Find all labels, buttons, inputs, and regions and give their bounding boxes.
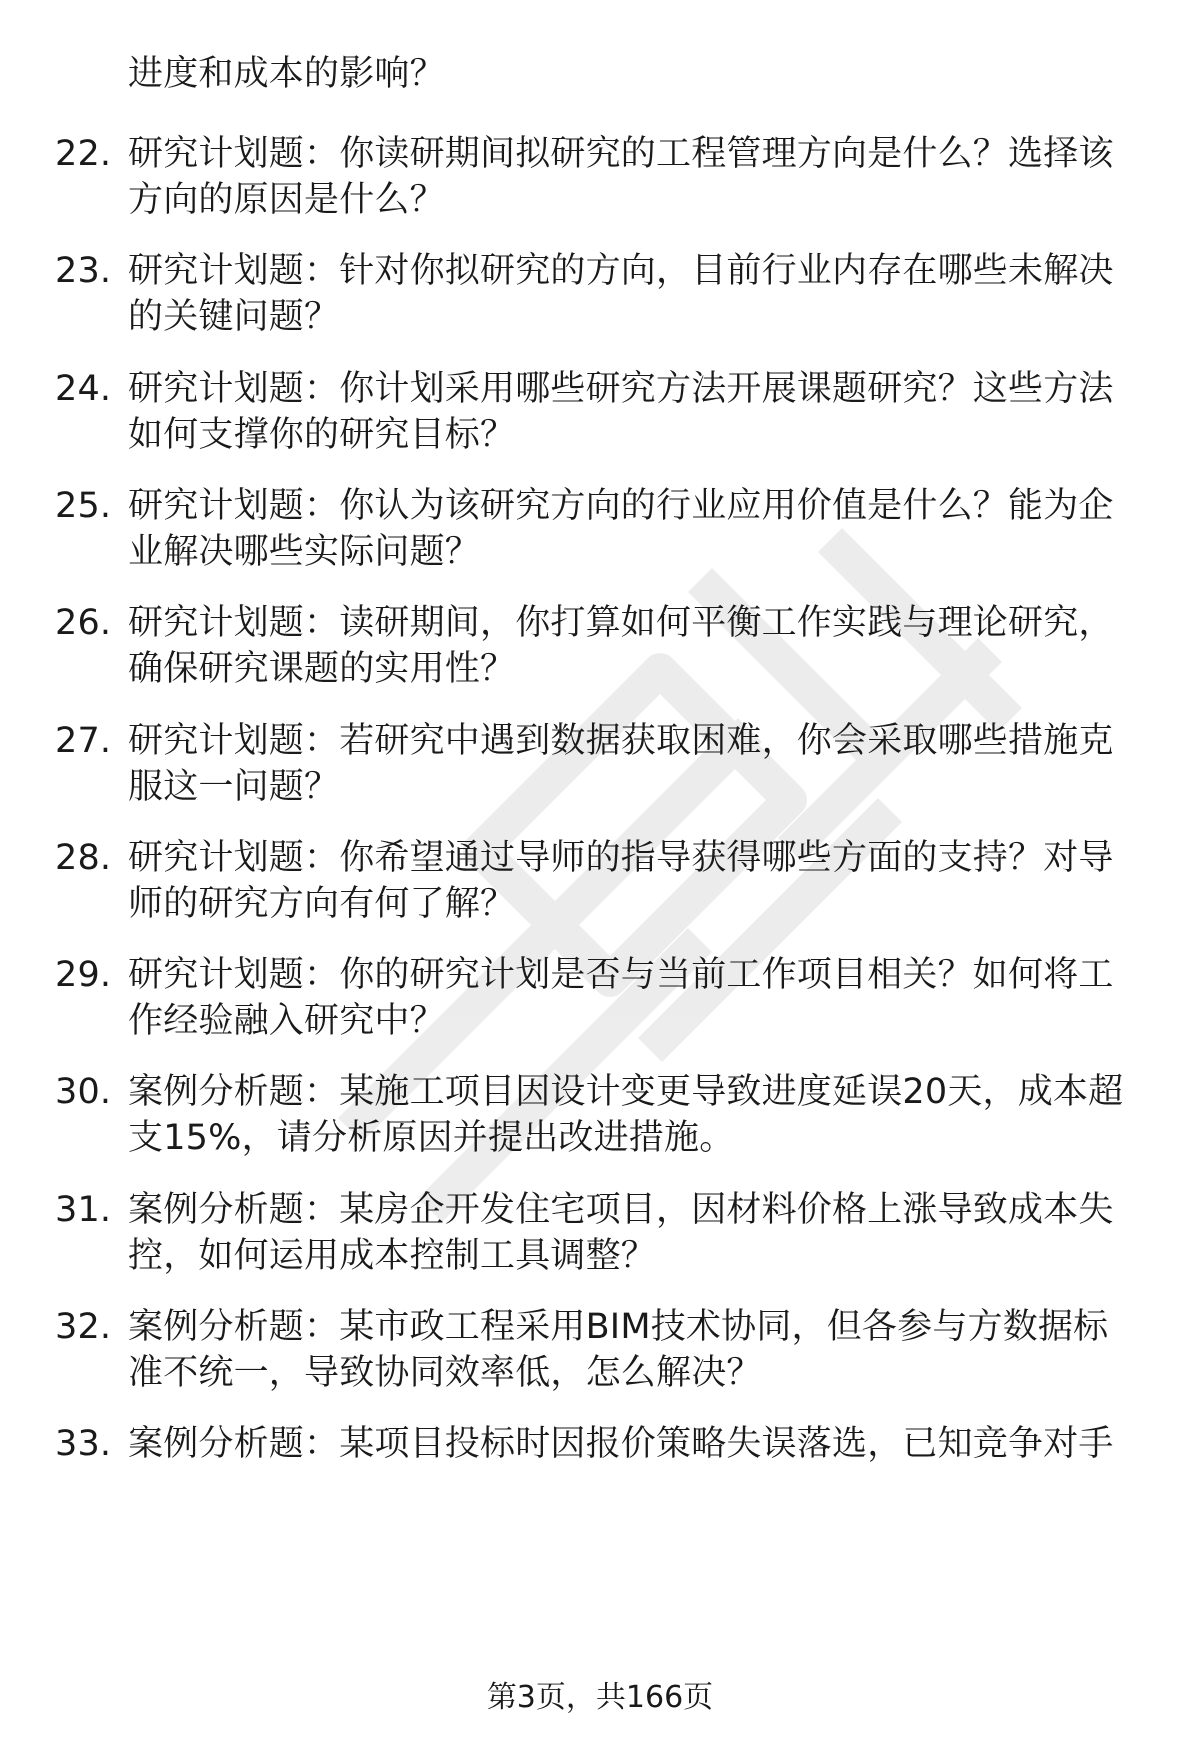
item-text-line-1: 研究计划题：针对你拟研究的方向，目前行业内存在哪些未解决 (128, 251, 1114, 292)
item-text-line-2: 如何支撑你的研究目标？ (128, 414, 516, 455)
item-text-line-2: 业解决哪些实际问题？ (128, 531, 481, 572)
item-text-line-2: 师的研究方向有何了解？ (128, 883, 516, 924)
item-text-line-1: 研究计划题：读研期间，你打算如何平衡工作实践与理论研究， (128, 603, 1114, 644)
item-text-line-1: 案例分析题：某房企开发住宅项目，因材料价格上涨导致成本失 (128, 1189, 1114, 1230)
item-text-line-1: 案例分析题：某施工项目因设计变更导致进度延误20天，成本超 (128, 1072, 1124, 1113)
item-text-line-1: 案例分析题：某项目投标时因报价策略失误落选，已知竞争对手 (128, 1424, 1114, 1465)
page-footer: 第3页，共166页 (486, 1680, 714, 1715)
item-text-line-2: 控，如何运用成本控制工具调整？ (128, 1235, 657, 1276)
item-number: 31. (55, 1189, 112, 1230)
item-text-line-1: 研究计划题：你计划采用哪些研究方法开展课题研究？这些方法 (128, 368, 1114, 409)
item-text-line-2: 的关键问题？ (128, 297, 340, 338)
item-text-line-1: 案例分析题：某市政工程采用BIM技术协同，但各参与方数据标 (128, 1307, 1109, 1347)
item-text-line-2: 确保研究课题的实用性？ (128, 649, 516, 690)
item-number: 32. (55, 1307, 112, 1347)
item-text-line-2: 准不统一，导致协同效率低，怎么解决？ (128, 1353, 762, 1393)
item-number: 33. (55, 1424, 112, 1465)
item-number: 25. (55, 485, 112, 526)
item-number: 24. (55, 368, 112, 409)
item-text-line-2: 方向的原因是什么？ (128, 180, 445, 220)
item-text-line-1: 研究计划题：你的研究计划是否与当前工作项目相关？如何将工 (128, 955, 1114, 996)
item-number: 26. (55, 603, 112, 644)
item-text-line-1: 研究计划题：你认为该研究方向的行业应用价值是什么？能为企 (128, 485, 1114, 526)
item-number: 30. (55, 1072, 112, 1113)
continuation-text: 进度和成本的影响？ (128, 54, 445, 94)
item-number: 29. (55, 955, 112, 996)
item-number: 28. (55, 837, 112, 878)
item-text-line-1: 研究计划题：你希望通过导师的指导获得哪些方面的支持？对导 (128, 837, 1114, 878)
item-text-line-1: 研究计划题：你读研期间拟研究的工程管理方向是什么？选择该 (128, 134, 1114, 174)
item-text-line-2: 支15%，请分析原因并提出改进措施。 (128, 1118, 735, 1159)
item-number: 23. (55, 251, 112, 292)
item-text-line-1: 研究计划题：若研究中遇到数据获取困难，你会采取哪些措施克 (128, 720, 1114, 761)
item-text-line-2: 作经验融入研究中？ (128, 1001, 445, 1042)
item-number: 27. (55, 720, 112, 761)
item-text-line-2: 服这一问题？ (128, 766, 340, 807)
item-number: 22. (55, 134, 112, 174)
